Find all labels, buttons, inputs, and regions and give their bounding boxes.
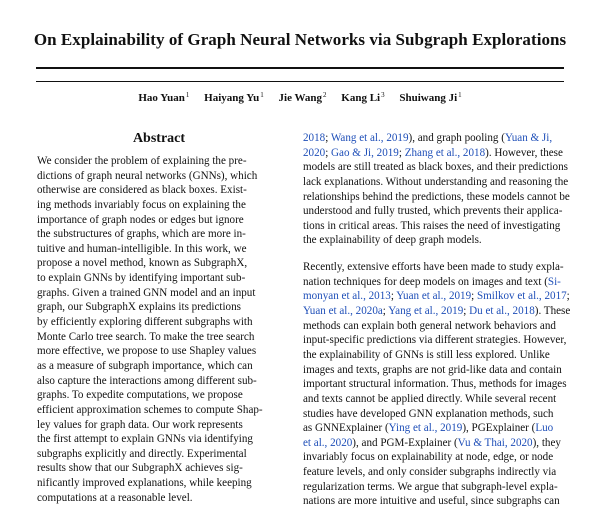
abstract-line: otherwise are considered as black boxes. Exist-: [37, 184, 247, 197]
abstract-line: subgraphs explicitly and directly. Experimental: [37, 447, 247, 460]
abstract-line: more effective, we propose to use Shapley values: [37, 345, 257, 358]
citation-link[interactable]: Vu & Thai, 2020: [457, 436, 533, 449]
body-text: and texts cannot be applied directly. While several recent: [303, 392, 557, 405]
body-text: ;: [463, 305, 470, 318]
abstract-line: propose a novel method, known as SubgraphX,: [37, 257, 248, 270]
author: Haiyang Yu$^1$: [204, 91, 264, 104]
citation-link[interactable]: Yuan et al., 2020a: [303, 305, 383, 318]
body-text: methods can explain both general network behaviors and: [303, 319, 556, 332]
body-text: tions in critical areas. This raises the need of investigating: [303, 219, 561, 232]
abstract-line: by efficiently exploring different subgraphs with: [37, 316, 253, 329]
abstract-line: importance of graph nodes or edges but ignore: [37, 213, 244, 226]
abstract-line: efficient approximation schemes to compute Shap-: [37, 403, 263, 416]
title-rule-bottom: [36, 81, 564, 82]
body-text: studies have developed GNN explanation methods, such: [303, 407, 554, 420]
author: Shuiwang Ji$^1$: [399, 91, 462, 104]
body-line: [303, 450, 580, 465]
introduction-body: [303, 131, 580, 509]
body-line: [303, 436, 580, 451]
body-text: ), and PGM-Explainer (: [352, 436, 458, 449]
citation-link[interactable]: 2018: [303, 132, 326, 144]
body-text: invariably focus on explainability at node, edge, or node: [303, 451, 554, 464]
citation-link[interactable]: Yuan et al., 2019: [396, 290, 472, 303]
body-line: [303, 260, 580, 275]
body-text: nation techniques for deep models on images and text (: [303, 275, 548, 288]
body-line: [303, 480, 580, 495]
body-line: [303, 146, 580, 161]
body-text: ;: [390, 290, 397, 303]
body-text: important structural information. Thus, methods for images: [303, 378, 567, 391]
body-text: nations are more intuitive and useful, since subgraphs can: [303, 495, 560, 508]
author: Kang Li$^3$: [341, 91, 385, 104]
citation-link[interactable]: Du et al., 2018: [469, 305, 535, 318]
body-text: ;: [398, 146, 405, 159]
abstract-line: tuitive and human-intelligible. In this work, we: [37, 242, 247, 255]
body-text: the explainability of deep graph models.: [303, 234, 482, 247]
body-text: ;: [325, 146, 332, 159]
citation-link[interactable]: Smilkov et al., 2017: [477, 290, 567, 303]
paper-title: On Explainability of Graph Neural Networks via Subgraph Explorations: [33, 30, 567, 49]
citation-link[interactable]: Yang et al., 2019: [388, 305, 464, 318]
body-text: the explainability of GNNs is still less explored. Unlike: [303, 348, 550, 361]
body-line: [303, 131, 580, 146]
body-line: [303, 348, 580, 363]
body-text: ;: [471, 290, 477, 303]
abstract-line: Monte Carlo tree search. To make the tree search: [37, 330, 255, 343]
abstract-line: the first attempt to explain GNNs via identifying: [37, 433, 253, 446]
body-text: understood and fully trusted, which prevents their applica-: [303, 205, 563, 218]
abstract-line: nificantly improved explanations, while keeping: [37, 477, 252, 490]
citation-link[interactable]: monyan et al., 2013: [303, 290, 391, 303]
abstract-line: dictions of graph neural networks (GNNs), which: [37, 169, 258, 182]
abstract-line: also capture the interactions among different sub-: [37, 374, 257, 387]
abstract-line: ley values for graph data. Our work represents: [37, 418, 243, 431]
abstract-line: graph, our SubgraphX explains its predictions: [37, 301, 241, 314]
body-line: [303, 465, 580, 480]
body-text: ), PGExplainer (: [462, 422, 536, 435]
citation-link[interactable]: 2020: [303, 146, 326, 159]
body-text: regularization terms. We argue that subgraph-level expla-: [303, 480, 558, 493]
body-line: [303, 204, 580, 219]
body-text: relationships behind the predictions, these models cannot be: [303, 190, 570, 203]
body-line: [303, 304, 580, 319]
abstract-line: graphs. Given a trained GNN model and an input: [37, 286, 256, 299]
citation-link[interactable]: Zhang et al., 2018: [404, 146, 486, 159]
body-text: ), they: [532, 436, 561, 449]
body-line: [303, 289, 580, 304]
body-text: feature levels, and only consider subgraphs indirectly via: [303, 466, 557, 479]
body-line: [303, 233, 580, 248]
citation-link[interactable]: Luo: [535, 422, 554, 435]
body-line: [303, 377, 580, 392]
body-text: ;: [382, 305, 389, 318]
citation-link[interactable]: Si-: [547, 275, 561, 288]
abstract-line: results show that our SubgraphX achieves sig-: [37, 462, 243, 475]
body-line: [303, 160, 580, 175]
author-list: [0, 91, 600, 104]
body-line: [303, 392, 580, 407]
body-line: [303, 363, 580, 378]
body-text: ). However, these: [485, 146, 563, 159]
body-line: [303, 319, 580, 334]
citation-link[interactable]: Yuan & Ji,: [504, 132, 553, 144]
body-text: ;: [566, 290, 570, 303]
author: Hao Yuan$^1$: [138, 91, 190, 104]
abstract-line: computations at a reasonable level.: [37, 491, 193, 504]
title-rule-top: [36, 67, 564, 69]
body-text: ). These: [534, 305, 571, 318]
citation-link[interactable]: Ying et al., 2019: [388, 422, 463, 435]
body-text: lack explanations. Without understanding and reasoning the: [303, 175, 569, 188]
paragraph-gap: [303, 248, 580, 260]
body-line: [303, 190, 580, 205]
abstract-line: to explain GNNs by identifying important sub-: [37, 272, 246, 285]
body-text: input-specific predictions via different strategies. However,: [303, 334, 567, 347]
abstract-line: ing methods invariably focus on explaining the: [37, 198, 246, 211]
body-line: [303, 421, 580, 436]
abstract-heading: Abstract: [132, 131, 186, 146]
abstract-line: the substructures of graphs, which are more in-: [37, 228, 246, 241]
abstract-line: as a measure of subgraph importance, which can: [37, 359, 253, 372]
body-text: ), and graph pooling (: [408, 132, 505, 144]
body-line: [303, 333, 580, 348]
citation-link[interactable]: et al., 2020: [303, 436, 353, 449]
body-line: [303, 175, 580, 190]
citation-link[interactable]: Wang et al., 2019: [330, 132, 409, 144]
body-text: Recently, extensive efforts have been made to study expla-: [303, 261, 564, 274]
body-line: [303, 219, 580, 234]
body-text: ;: [325, 132, 331, 144]
abstract-line: graphs. To expedite computations, we propose: [37, 389, 243, 402]
abstract-body: [31, 154, 289, 505]
citation-link[interactable]: Gao & Ji, 2019: [331, 146, 399, 159]
author: Jie Wang$^2$: [278, 91, 327, 104]
abstract-line: We consider the problem of explaining the pre-: [37, 155, 247, 167]
body-line: [303, 407, 580, 422]
body-text: images and texts, graphs are not grid-like data and contain: [303, 363, 562, 376]
body-text: models are still treated as black boxes, and their predictions: [303, 161, 568, 174]
body-line: [303, 275, 580, 290]
body-text: as GNNExplainer (: [303, 422, 389, 435]
